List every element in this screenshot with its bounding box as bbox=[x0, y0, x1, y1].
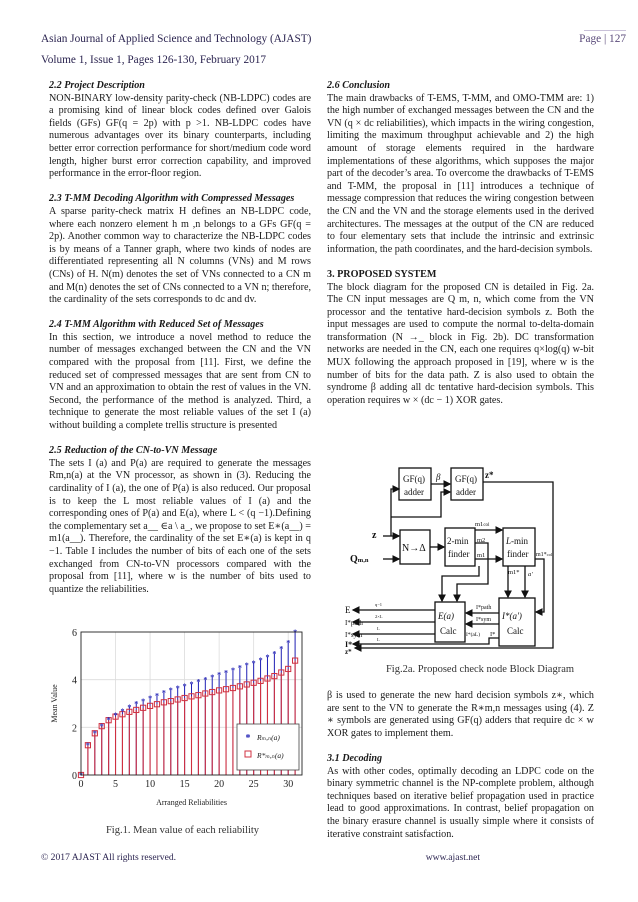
svg-text:6: 6 bbox=[72, 628, 77, 639]
svg-text:I*sym: I*sym bbox=[345, 631, 363, 639]
svg-text:15: 15 bbox=[179, 779, 190, 790]
stem-plot bbox=[45, 618, 320, 818]
svg-text:Calc: Calc bbox=[507, 626, 524, 636]
svg-text:30: 30 bbox=[283, 779, 294, 790]
section-body: NON-BINARY low-density parity-check (NB-LDPC) codes are a promising kind of linear block codes defined over Galois fields (GFs) GF(q = 2p) with p >1. NB-LDPC codes have numerous advantages over its binary counterparts, including better error correction performance for short/medium code word length, higher burst error correction capability, and improved performance in the error-floor region. bbox=[49, 92, 311, 180]
svg-text:*: * bbox=[148, 694, 153, 704]
svg-text:z: z bbox=[372, 530, 377, 541]
block-label: adder bbox=[456, 487, 476, 497]
svg-text:4: 4 bbox=[72, 675, 77, 687]
page-number: Page | 127 bbox=[579, 33, 626, 45]
svg-text:E: E bbox=[345, 605, 351, 615]
block-label: GF(q) bbox=[455, 474, 477, 484]
svg-text:N→Δ: N→Δ bbox=[402, 543, 426, 554]
svg-text:I*path: I*path bbox=[476, 605, 492, 611]
svg-text:a': a' bbox=[528, 571, 533, 578]
svg-text:*: * bbox=[92, 729, 97, 739]
svg-text:2: 2 bbox=[72, 723, 77, 735]
svg-text:0: 0 bbox=[72, 771, 77, 782]
svg-text:I*: I* bbox=[345, 640, 353, 649]
svg-text:20: 20 bbox=[214, 779, 225, 790]
svg-text:*: * bbox=[141, 696, 146, 706]
section-body: A sparse parity-check matrix H defines an NB-LDPC code, where each nonzero element h m ,n belongs to a GFs GF(q = 2p). Another common way to characterize the NB-LDPC codes is by means of a Tanner graph, where two kinds of nodes are differentiated representing all N columns (VNs) and M rows (CNs) of H. N(m) denotes the set of VNs connected to a CN m and M(n) denotes the set of CNs connected to a VN n; therefore, the cardinality of the sets corresponds to dc and dv. bbox=[49, 205, 311, 306]
right-column bbox=[327, 80, 594, 407]
section-body: The sets I (a) and P(a) are required to generate the messages Rm,n(a) at the VN processor, as shown in (3). Reducing the cardinality of I (a), the one of P(a) is also reduced. Our proposal is to keep the L most reliable values of I (a) and the corresponding ones of P(a) and E(a), where L < (q −1).Defining the complementary set a__ ∈a \ a_, we propose to set E∗(a__) = m1(a__). Therefore, the cardinality of the set E∗(a) is kept in q −1. Table I includes the number of bits of each one of the sets exchanged from CN-to-VN processors compared with the proposal from [11], where w is the number of bits used to quantize the reliabilities. bbox=[49, 457, 311, 595]
l-min-finder-block bbox=[503, 528, 535, 566]
figure-2a-block-diagram bbox=[345, 458, 625, 654]
svg-text:*: * bbox=[79, 770, 83, 780]
svg-text:finder: finder bbox=[507, 549, 529, 559]
svg-text:*: * bbox=[286, 638, 291, 648]
svg-text:finder: finder bbox=[448, 549, 470, 559]
svg-text:*: * bbox=[230, 665, 235, 675]
svg-text:Calc: Calc bbox=[440, 626, 457, 636]
svg-text:Qm,n: Qm,n bbox=[350, 554, 369, 565]
svg-text:*: * bbox=[244, 661, 249, 671]
svg-text:*: * bbox=[251, 658, 256, 668]
i-star-calc-block bbox=[499, 598, 535, 646]
svg-text:*: * bbox=[210, 673, 215, 683]
figure-1-chart bbox=[45, 618, 320, 818]
svg-text:*: * bbox=[265, 652, 270, 662]
footer-website[interactable]: www.ajast.net bbox=[425, 852, 480, 863]
svg-text:z*: z* bbox=[345, 648, 352, 654]
svg-text:*: * bbox=[237, 663, 242, 673]
svg-text:*: * bbox=[134, 699, 139, 709]
svg-text:*: * bbox=[245, 733, 251, 744]
svg-text:Rₘ,ₙ(a): Rₘ,ₙ(a) bbox=[257, 733, 280, 742]
svg-text:*: * bbox=[154, 691, 159, 701]
svg-text:m1*: m1* bbox=[508, 569, 520, 576]
section-heading: 2.2 Project Description bbox=[49, 80, 145, 91]
svg-text:2×L: 2×L bbox=[375, 614, 383, 619]
section-heading: 2.6 Conclusion bbox=[327, 80, 391, 91]
svg-text:*: * bbox=[113, 711, 118, 721]
section-heading: 3. PROPOSED SYSTEM bbox=[327, 268, 437, 280]
block-diagram bbox=[345, 458, 625, 654]
svg-text:β: β bbox=[436, 472, 441, 482]
svg-text:*: * bbox=[161, 688, 166, 698]
svg-text:*: * bbox=[224, 668, 229, 678]
svg-text:*: * bbox=[85, 741, 90, 751]
svg-text:*: * bbox=[106, 715, 111, 725]
svg-text:*: * bbox=[203, 675, 208, 685]
svg-text:L: L bbox=[377, 637, 380, 642]
section-body: In this section, we introduce a novel method to reduce the number of messages exchanged between the CN and the VN compared with the proposal from [11]. First, we define the reduced set of compressed messages that are sent from CN to VN and an approximation to obtain the rest of values in the VN. Second, the performance of the method is analyzed. Third, a technique to generate the most reliable values of the set I (a) without building a complete trellis structure is presented bbox=[49, 331, 311, 432]
svg-text:Mean Value: Mean Value bbox=[50, 684, 59, 723]
figure-2a-caption: Fig.2a. Proposed check node Block Diagram bbox=[385, 664, 575, 675]
svg-text:5: 5 bbox=[113, 779, 119, 790]
svg-text:*: * bbox=[217, 670, 222, 680]
journal-title: Asian Journal of Applied Science and Technology (AJAST) bbox=[41, 33, 312, 45]
section-heading: 3.1 Decoding bbox=[327, 752, 383, 764]
svg-text:2-min: 2-min bbox=[447, 536, 469, 546]
svg-text:10: 10 bbox=[145, 779, 156, 790]
section-body: As with other codes, optimally decoding an LDPC code on the binary symmetric channel is the NP-complete problem, although techniques based on iterative belief propagation used in practice lead to good approximations. In contrast, belief propagation on the binary erasure channel is usually simple where it consists of iterative constraint satisfaction. bbox=[327, 765, 594, 840]
svg-text:I*: I* bbox=[490, 631, 496, 638]
svg-text:*: * bbox=[182, 681, 187, 691]
svg-text:I*(aL): I*(aL) bbox=[466, 632, 481, 638]
svg-text:E(a): E(a) bbox=[438, 611, 454, 621]
svg-text:L: L bbox=[377, 626, 380, 631]
page-number-rule bbox=[584, 30, 626, 31]
section-body: The main drawbacks of T-EMS, T-MM, and OMO-TMM are: 1) the high number of exchanged messages between the CN and the VN (q × dc reliabilities), which impacts in the wiring congestion, limiting the maximum throughput achievable and 2) the high amount of storage elements required in the hardware implementations of these algorithms, which supposes the major part of the decoder’s area. To overcome the drawbacks of T-EMS and T-MM, the proposal in [11] introduces a technique of message compression that reduces the wiring congestion between the CN and the VN and the storage elements used in the derived architectures. The messages at the output of the CN are reduced to four elementary sets that include the intrinsic and extrinsic information, the path coordinates, and the hard-decision symbols. bbox=[327, 92, 594, 255]
section-heading: 2.5 Reduction of the CN-to-VN Message bbox=[49, 445, 218, 457]
two-min-finder-block bbox=[445, 528, 475, 566]
svg-text:R*ₘ,ₙ(a): R*ₘ,ₙ(a) bbox=[257, 751, 284, 760]
svg-text:25: 25 bbox=[248, 779, 259, 790]
section-body: β is used to generate the new hard decision symbols z∗, which are sent to the VN to generate the R∗m,n messages using (4). Z ∗ symbols are generated using GF(q) adders that require dc × w XOR gates to implement them. bbox=[327, 690, 594, 739]
svg-text:m1: m1 bbox=[477, 552, 486, 559]
svg-text:*: * bbox=[189, 679, 194, 689]
footer-copyright: © 2017 AJAST All rights reserved. bbox=[41, 852, 177, 863]
block-label: adder bbox=[404, 487, 424, 497]
svg-text:m1*col: m1*col bbox=[536, 552, 553, 558]
svg-text:*: * bbox=[272, 649, 277, 659]
svg-text:*: * bbox=[258, 655, 263, 665]
svg-text:*: * bbox=[127, 702, 132, 712]
svg-text:*: * bbox=[279, 644, 284, 654]
svg-text:*: * bbox=[120, 706, 125, 716]
left-column bbox=[49, 80, 311, 596]
svg-text:z*: z* bbox=[485, 470, 494, 480]
section-body: The block diagram for the proposed CN is detailed in Fig. 2a. The CN input messages are Q m, n, which come from the VN processor and the tentative hard-decision symbols z. Both the input messages are used to compute the normal to-delta-domain transformation (N →_ block in Fig. 2b). DC transformation networks are needed in the CN, each one requires q×log(q) w-bit MUX following the approach proposed in [19], where w is the number of bits for the data path. Z is also used to obtain the syndrome β adding all dc tentative hard-decision symbols. This operation requires w × (dc − 1) XOR gates. bbox=[327, 281, 594, 406]
svg-text:*: * bbox=[196, 677, 201, 687]
svg-text:q−1: q−1 bbox=[375, 602, 383, 607]
svg-text:*: * bbox=[175, 683, 180, 693]
right-column-continued bbox=[327, 690, 594, 841]
section-heading: 2.4 T-MM Algorithm with Reduced Set of Messages bbox=[49, 319, 264, 331]
svg-text:0: 0 bbox=[78, 779, 84, 790]
svg-text:I*path: I*path bbox=[345, 619, 363, 627]
svg-text:*: * bbox=[168, 686, 173, 696]
svg-text:L-min: L-min bbox=[506, 536, 529, 546]
svg-text:*: * bbox=[293, 627, 298, 637]
section-heading: 2.3 T-MM Decoding Algorithm with Compressed Messages bbox=[49, 193, 295, 205]
svg-text:I*sym: I*sym bbox=[476, 617, 491, 623]
figure-1-caption: Fig.1. Mean value of each reliability bbox=[105, 825, 260, 836]
svg-text:m2: m2 bbox=[477, 537, 486, 544]
svg-text:I*(a'): I*(a') bbox=[502, 611, 522, 621]
journal-volume: Volume 1, Issue 1, Pages 126-130, February 2017 bbox=[41, 54, 267, 66]
block-label: GF(q) bbox=[403, 474, 425, 484]
svg-text:*: * bbox=[99, 721, 104, 731]
e-calc-block bbox=[435, 602, 465, 642]
svg-text:m1col: m1col bbox=[475, 521, 490, 528]
svg-text:Arranged Reliabilities: Arranged Reliabilities bbox=[156, 798, 227, 807]
